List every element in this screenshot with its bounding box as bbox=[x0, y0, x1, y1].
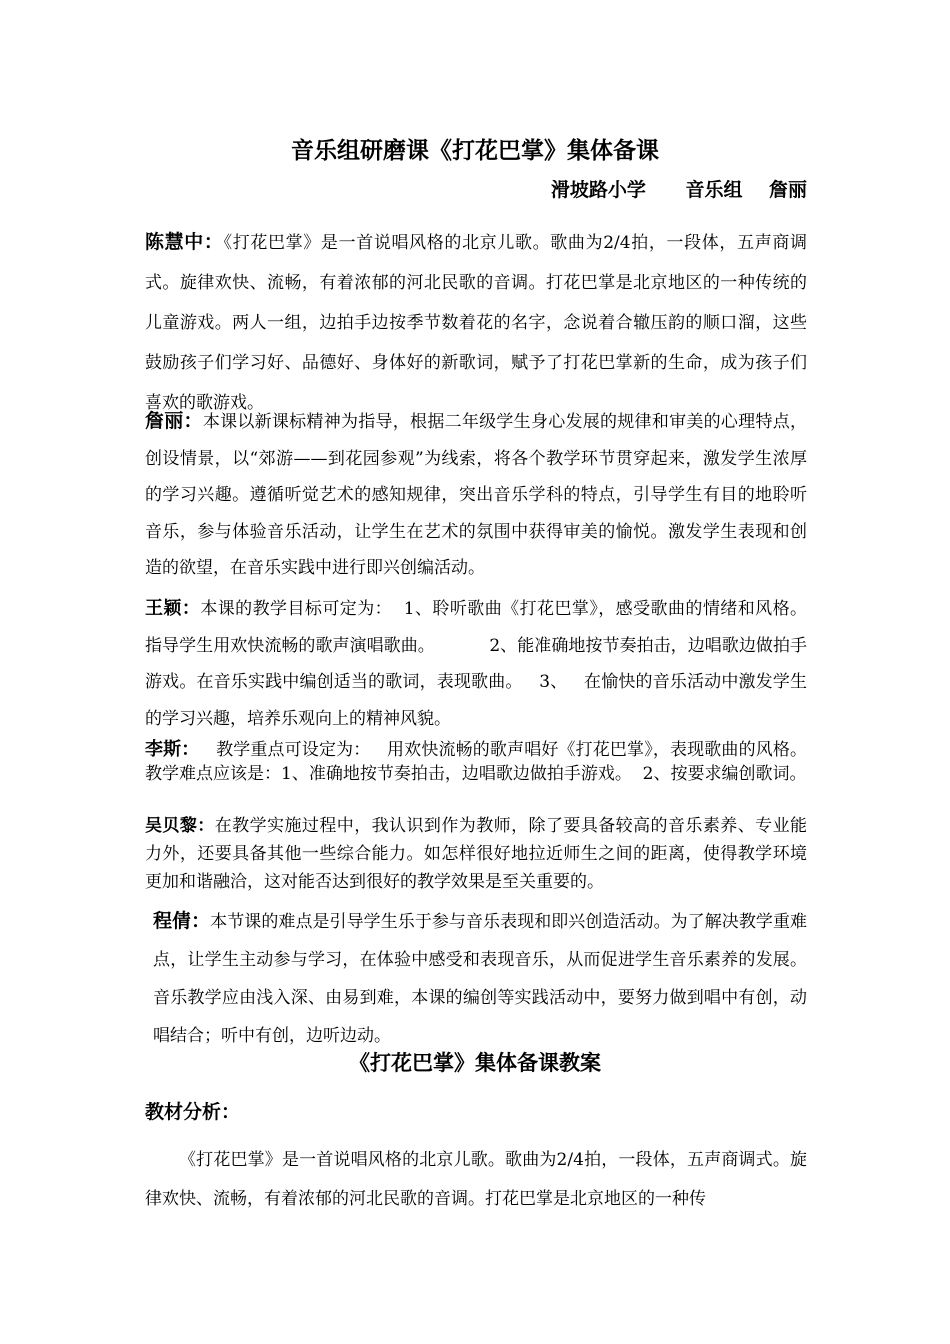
speaker-name: 詹丽： bbox=[145, 410, 203, 432]
comment-text: 《打花巴掌》是一首说唱风格的北京儿歌。歌曲为2/4拍，一段体，五声商调式。旋律欢快、流畅，有着浓郁的河北民歌的音调。打花巴掌是北京地区的一种传统的儿童游戏。两人一组，边拍手边按季节数着花的名字，念说着合辙压韵的顺口溜，这些鼓励孩子们学习好、品德好、身体好的新歌词，赋予了打花巴掌新的生命，成为孩子们喜欢的歌游戏。 bbox=[145, 233, 807, 413]
comment-paragraph bbox=[145, 403, 807, 587]
document-title: 音乐组研磨课《打花巴掌》集体备课 bbox=[291, 138, 659, 164]
speaker-name: 王颖： bbox=[145, 598, 201, 619]
comment-text: 本节课的难点是引导学生乐于参与音乐表现和即兴创造活动。为了解决教学重难点，让学生主动参与学习，在体验中感受和表现音乐，从而促进学生音乐素养的发展。音乐教学应由浅入深、由易到难，本课的编创等实践活动中，要努力做到唱中有创，动唱结合；听中有创，边听边动。 bbox=[153, 912, 807, 1046]
comment-paragraph bbox=[153, 902, 807, 1055]
comment-paragraph bbox=[145, 738, 818, 786]
comment-text: 本课的教学目标可定为： 1、聆听歌曲《打花巴掌》，感受歌曲的情绪和风格。指导学生用欢快流畅的歌声演唱歌曲。 2、能准确地按节奏拍击，边唱歌边做拍手游戏。在音乐实践中编创适当的歌词，表现歌曲。 3、 在愉快的音乐活动中激发学生的学习兴趣，培养乐观向上的精神风貌。 bbox=[145, 599, 808, 729]
section-heading: 教材分析： bbox=[145, 1101, 241, 1123]
lesson-plan-title: 《打花巴掌》集体备课教案 bbox=[349, 1051, 601, 1075]
speaker-name: 吴贝黎： bbox=[145, 816, 215, 836]
comment-text: 教学重点可设定为： 用欢快流畅的歌声唱好《打花巴掌》，表现歌曲的风格。 教学难点应该是：1、准确地按节奏拍击，边唱歌边做拍手游戏。 2、按要求编创歌词。 bbox=[145, 740, 818, 784]
speaker-name: 陈慧中： bbox=[145, 231, 224, 253]
author-byline: 滑坡路小学 音乐组 詹丽 bbox=[550, 179, 807, 201]
comment-text: 在教学实施过程中，我认识到作为教师，除了要具备较高的音乐素养、专业能力外，还要具备其他一些综合能力。如怎样很好地拉近师生之间的距离，使得教学环境更加和谐融洽，这对能否达到很好的教学效果是至关重要的。 bbox=[145, 816, 808, 892]
speaker-name: 李斯： bbox=[145, 739, 200, 760]
comment-paragraph bbox=[145, 812, 807, 896]
comment-paragraph bbox=[145, 222, 807, 423]
comment-text: 本课以新课标精神为指导，根据二年级学生身心发展的规律和审美的心理特点，创设情景，以“郊游——到花园参观”为线索，将各个教学环节贯穿起来，激发学生浓厚的学习兴趣。遵循听觉艺术的感知规律，突出音乐学科的特点，引导学生有目的地聆听音乐，参与体验音乐活动，让学生在艺术的氛围中获得审美的愉悦。激发学生表现和创造的欲望，在音乐实践中进行即兴创编活动。 bbox=[145, 412, 807, 578]
comment-paragraph bbox=[145, 591, 807, 737]
speaker-name: 程倩： bbox=[153, 910, 211, 932]
section-paragraph: 《打花巴掌》是一首说唱风格的北京儿歌。歌曲为2/4拍，一段体，五声商调式。旋律欢快、流畅，有着浓郁的河北民歌的音调。打花巴掌是北京地区的一种传 bbox=[145, 1150, 807, 1209]
